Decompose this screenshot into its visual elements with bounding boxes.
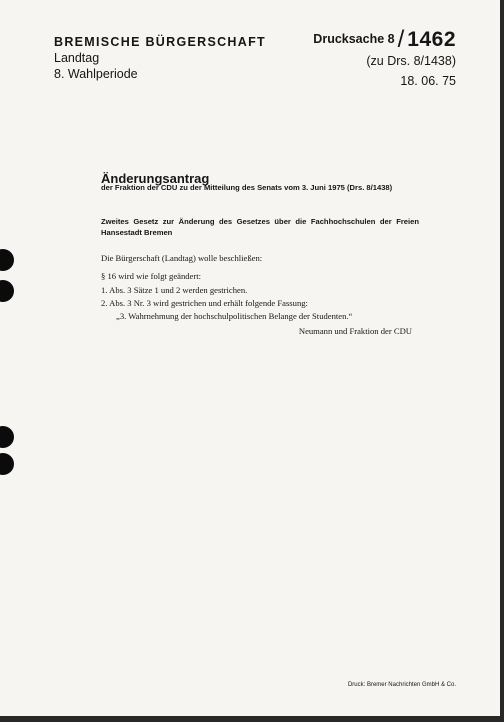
drucksache-separator: / [397, 26, 405, 53]
punch-hole [0, 426, 14, 448]
drucksache-label: Drucksache 8 [313, 32, 395, 46]
scan-edge-bottom [0, 716, 504, 722]
resolution-intro: Die Bürgerschaft (Landtag) wolle beschließen: [101, 253, 263, 263]
reference-note: (zu Drs. 8/1438) [366, 54, 456, 68]
organization-name: BREMISCHE BÜRGERSCHAFT [54, 35, 266, 49]
printer-imprint: Druck: Bremer Nachrichten GmbH & Co. [347, 682, 456, 688]
letterhead [54, 34, 266, 82]
motion-title: Änderungsantrag [101, 171, 210, 186]
legislative-period: 8. Wahlperiode [54, 67, 138, 81]
section-line: § 16 wird wie folgt geändert: [101, 271, 201, 281]
signature-line: Neumann und Fraktion der CDU [298, 326, 412, 336]
document-reference-block [313, 28, 456, 90]
drucksache-number: 1462 [407, 28, 456, 51]
motion-subtitle: der Fraktion der CDU zu der Mitteilung des Senats vom 3. Juni 1975 (Drs. 8/1438) [101, 183, 393, 192]
punch-hole [0, 453, 14, 475]
law-title: Zweites Gesetz zur Änderung des Gesetzes über die Fachhochschulen der Freien Hansestadt Bremen [101, 217, 419, 237]
document-date: 18. 06. 75 [400, 74, 456, 88]
amendment-item-1: 1. Abs. 3 Sätze 1 und 2 werden gestrichen. [101, 285, 248, 295]
drucksache-row [313, 28, 456, 51]
chamber-name: Landtag [54, 51, 100, 65]
amendment-quote: „3. Wahrnehmung der hochschulpolitischen Belange der Studenten.“ [116, 311, 353, 321]
punch-hole [0, 249, 14, 271]
scan-edge-right [500, 0, 504, 722]
punch-hole [0, 280, 14, 302]
amendment-item-2: 2. Abs. 3 Nr. 3 wird gestrichen und erhält folgende Fassung: [101, 298, 308, 308]
